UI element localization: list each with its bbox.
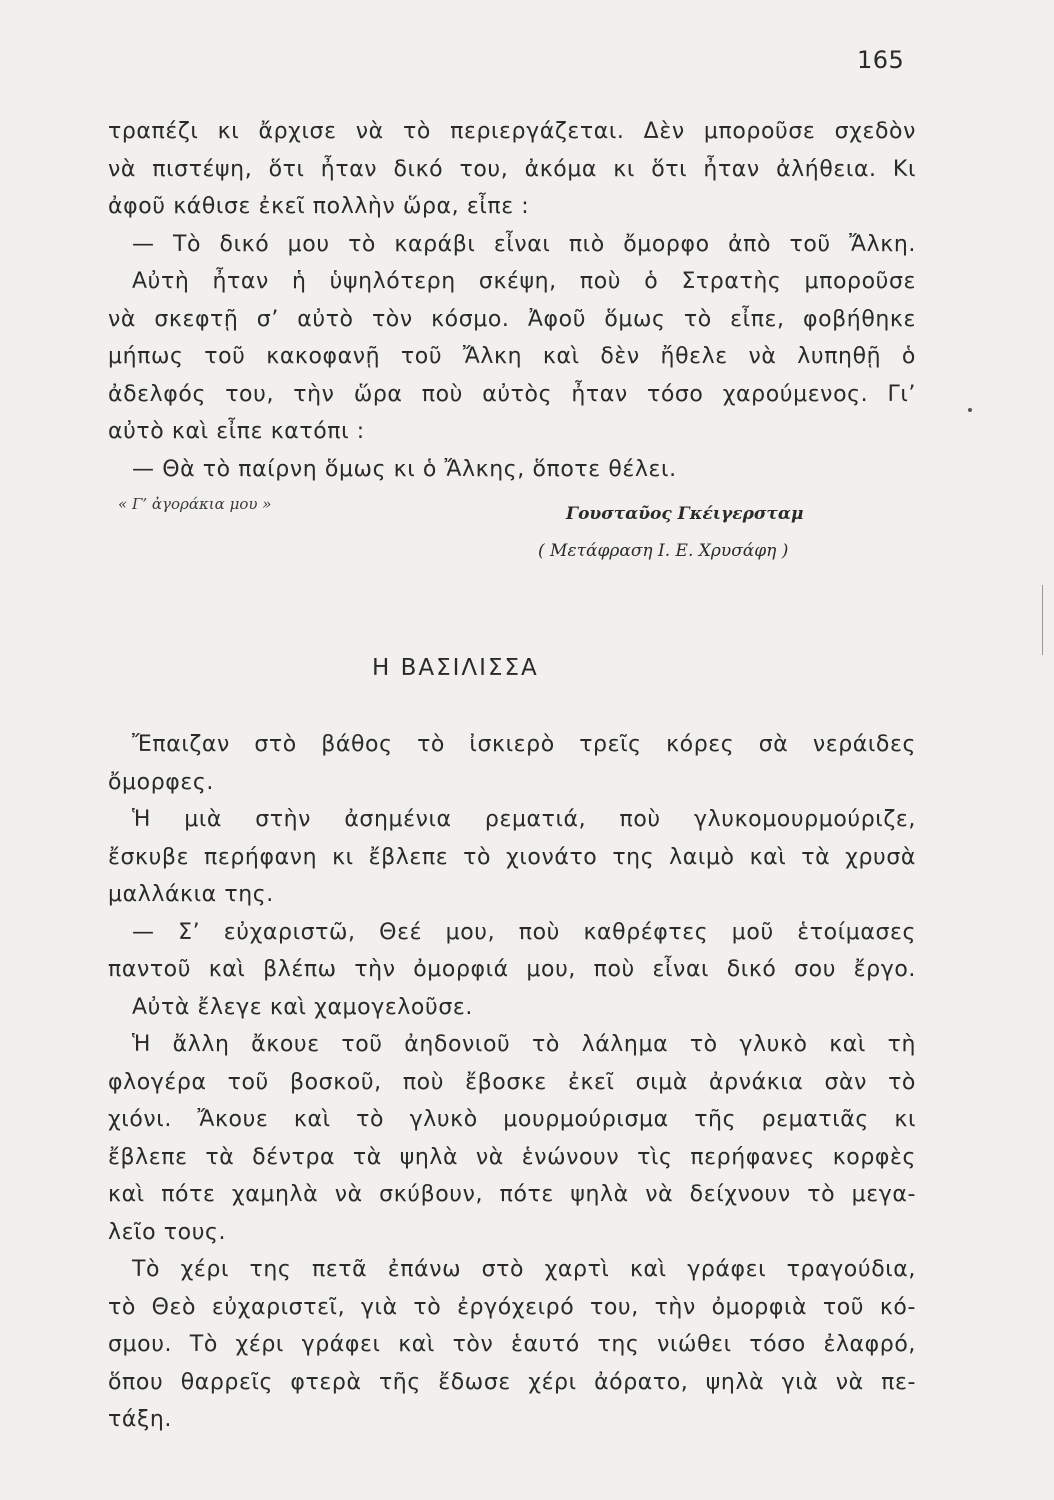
text-line: αὐτὸ καὶ εἶπε κατόπι : — [108, 419, 365, 444]
page-edge-mark — [1042, 585, 1043, 655]
text-line: μήπως τοῦ κακοφανῇ τοῦ Ἄλκη καὶ δὲν ἤθελε νὰ λυπηθῇ ὁ — [108, 344, 916, 369]
text-line: σμου. Τὸ χέρι γράφει καὶ τὸν ἑαυτό της νιώθει τόσο ἐλαφρό, — [108, 1332, 916, 1357]
text-line: — Τὸ δικό μου τὸ καράβι εἶναι πιὸ ὄμορφο ἀπὸ τοῦ Ἄλκη. — [132, 231, 916, 257]
text-line: Τὸ χέρι της πετᾶ ἐπάνω στὸ χαρτὶ καὶ γράφει τραγούδια, — [132, 1257, 916, 1282]
bottom-paragraph — [108, 726, 916, 1439]
text-line: — Σ’ εὐχαριστῶ, Θεέ μου, ποὺ καθρέφτες μοῦ ἑτοίμασες — [132, 919, 916, 945]
source-citation: « Γ’ ἀγοράκια μου » — [118, 495, 272, 513]
text-line: φλογέρα τοῦ βοσκοῦ, ποὺ ἔβοσκε ἐκεῖ σιμὰ ἀρνάκια σὰν τὸ — [108, 1069, 916, 1095]
text-line: παντοῦ καὶ βλέπω τὴν ὀμορφιά μου, ποὺ εἶναι δικό σου ἔργο. — [108, 957, 916, 982]
text-line: καὶ πότε χαμηλὰ νὰ σκύβουν, πότε ψηλὰ νὰ δείχνουν τὸ μεγα- — [108, 1182, 916, 1207]
text-line: χιόνι. Ἄκουε καὶ τὸ γλυκὸ μουρμούρισμα τῆς ρεματιᾶς κι — [108, 1107, 916, 1132]
text-line: ὄμορφες. — [108, 769, 214, 795]
text-line: λεῖο τους. — [108, 1219, 227, 1245]
text-line: ἔσκυβε περήφανη κι ἔβλεπε τὸ χιονάτο της λαιμὸ καὶ τὰ χρυσὰ — [108, 844, 916, 870]
page-number: 165 — [857, 46, 905, 74]
text-line: ἀδελφός του, τὴν ὥρα ποὺ αὐτὸς ἦταν τόσο χαρούμενος. Γι’ — [108, 381, 916, 407]
text-line: μαλλάκια της. — [108, 882, 274, 907]
text-line: ὅπου θαρρεῖς φτερὰ τῆς ἔδωσε χέρι ἀόρατο, ψηλὰ γιὰ νὰ πε- — [108, 1369, 916, 1395]
text-line: τραπέζι κι ἄρχισε νὰ τὸ περιεργάζεται. Δὲν μποροῦσε σχεδὸν — [108, 119, 916, 144]
text-line: Ἡ ἄλλη ἄκουε τοῦ ἀηδονιοῦ τὸ λάλημα τὸ γλυκὸ καὶ τὴ — [132, 1032, 916, 1057]
text-line: νὰ σκεφτῇ σ’ αὐτὸ τὸν κόσμο. Ἀφοῦ ὅμως τὸ εἶπε, φοβήθηκε — [108, 306, 916, 332]
section-title: Η ΒΑΣΙΛΙΣΣΑ — [372, 655, 539, 681]
translator-credit: ( Μετάφραση Ι. Ε. Χρυσάφη ) — [538, 541, 789, 561]
text-line: Αὐτὰ ἔλεγε καὶ χαμογελοῦσε. — [132, 994, 473, 1020]
text-line: ἀφοῦ κάθισε ἐκεῖ πολλὴν ὥρα, εἶπε : — [108, 194, 530, 219]
author-name: Γουσταῦος Γκέιγερσταμ — [566, 504, 804, 524]
text-line: Ἡ μιὰ στὴν ἀσημένια ρεματιά, ποὺ γλυκομουρμούριζε, — [132, 807, 916, 832]
ink-speck — [968, 408, 972, 412]
top-paragraph — [108, 113, 916, 488]
text-line: — Θὰ τὸ παίρνη ὅμως κι ὁ Ἄλκης, ὅποτε θέλει. — [132, 456, 677, 482]
text-line: ἔβλεπε τὰ δέντρα τὰ ψηλὰ νὰ ἑνώνουν τὶς περήφανες κορφὲς — [108, 1144, 916, 1170]
text-line: τάξη. — [108, 1407, 172, 1432]
text-line: Αὐτὴ ἦταν ἡ ὑψηλότερη σκέψη, ποὺ ὁ Στρατὴς μποροῦσε — [132, 269, 916, 294]
text-line: νὰ πιστέψη, ὅτι ἦταν δικό του, ἀκόμα κι ὅτι ἦταν ἀλήθεια. Κι — [108, 156, 916, 182]
text-line: Ἔπαιζαν στὸ βάθος τὸ ἰσκιερὸ τρεῖς κόρες σὰ νεράιδες — [132, 732, 916, 757]
text-line: τὸ Θεὸ εὐχαριστεῖ, γιὰ τὸ ἐργόχειρό του, τὴν ὀμορφιὰ τοῦ κό- — [108, 1294, 916, 1320]
